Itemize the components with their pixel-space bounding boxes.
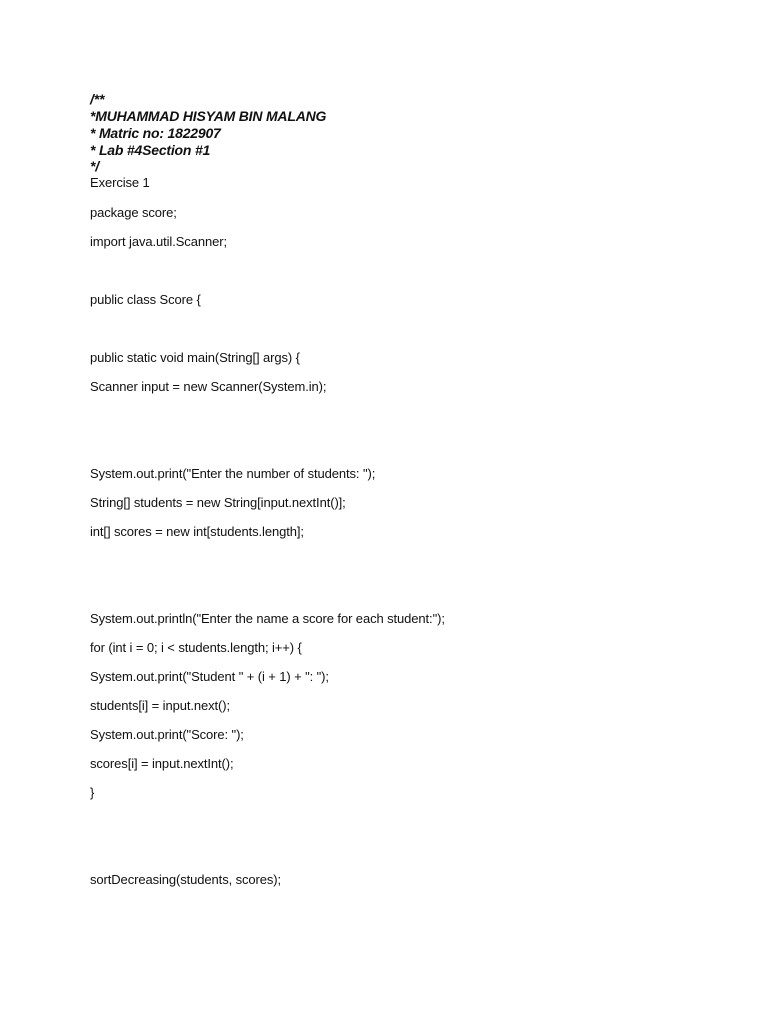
code-line-close-brace: } xyxy=(90,785,95,800)
code-line-prompt-names: System.out.println("Enter the name a score for each student:"); xyxy=(90,611,445,626)
code-line-for-loop: for (int i = 0; i < students.length; i++) { xyxy=(90,640,302,655)
exercise-title: Exercise 1 xyxy=(90,175,150,190)
code-line-prompt-count: System.out.print("Enter the number of students: "); xyxy=(90,466,376,481)
lab-section: * Lab #4Section #1 xyxy=(90,142,211,158)
code-line-package: package score; xyxy=(90,205,177,220)
code-line-read-name: students[i] = input.next(); xyxy=(90,698,231,713)
code-line-main-decl: public static void main(String[] args) { xyxy=(90,350,300,365)
comment-close: */ xyxy=(90,158,99,174)
code-line-students-array: String[] students = new String[input.nextInt()]; xyxy=(90,495,346,510)
code-line-print-score: System.out.print("Score: "); xyxy=(90,727,244,742)
comment-open: /** xyxy=(90,91,105,107)
code-line-sort-call: sortDecreasing(students, scores); xyxy=(90,872,282,887)
code-line-scores-array: int[] scores = new int[students.length]; xyxy=(90,524,304,539)
code-line-print-student: System.out.print("Student " + (i + 1) + ": "); xyxy=(90,669,329,684)
code-line-import: import java.util.Scanner; xyxy=(90,234,227,249)
code-line-scanner: Scanner input = new Scanner(System.in); xyxy=(90,379,327,394)
code-line-class-decl: public class Score { xyxy=(90,292,201,307)
code-line-read-score: scores[i] = input.nextInt(); xyxy=(90,756,234,771)
matric-number: * Matric no: 1822907 xyxy=(90,125,221,141)
author-name: *MUHAMMAD HISYAM BIN MALANG xyxy=(90,108,327,124)
